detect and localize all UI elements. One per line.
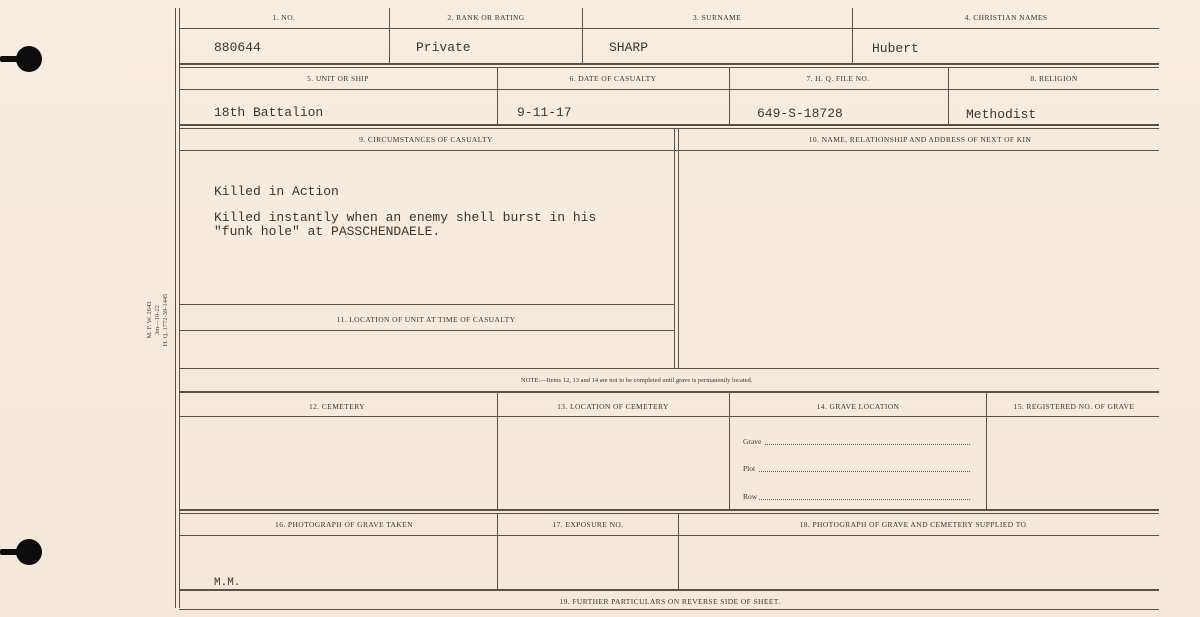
field-value-date-casualty: 9-11-17 [517, 105, 572, 120]
margin-code-line-3: H. Q. 1772-39-1445 [162, 293, 169, 347]
field-label-christian-names: 4. CHRISTIAN NAMES [964, 13, 1048, 22]
circumstances-line-2: Killed instantly when an enemy shell burst in his [214, 210, 597, 225]
field-label-grave-location: 14. GRAVE LOCATION [816, 402, 900, 411]
row-row-label: Row [743, 492, 758, 501]
field-value-rank: Private [416, 40, 471, 55]
rule [179, 124, 1159, 126]
field-label-registered-no: 15. REGISTERED NO. OF GRAVE [1013, 402, 1135, 411]
divider [948, 67, 949, 124]
field-label-surname: 3. SURNAME [692, 13, 742, 22]
rule [179, 589, 1159, 591]
row-dotted-line [759, 499, 970, 500]
divider [582, 8, 583, 63]
field-label-photo-supplied: 18. PHOTOGRAPH OF GRAVE AND CEMETERY SUPPLIED TO [799, 520, 1027, 529]
margin-code-line-2: 3m—10-22 [154, 305, 161, 335]
rule [179, 391, 1159, 393]
field-label-hq-file: 7. H. Q. FILE NO. [806, 74, 870, 83]
note-text: NOTE:—Items 12, 13 and 14 are not to be completed until grave is permanently located. [521, 377, 753, 384]
field-value-hq-file: 649-S-18728 [757, 106, 843, 121]
rule [179, 150, 1159, 151]
rule [179, 304, 674, 305]
field-label-location-unit: 11. LOCATION OF UNIT AT TIME OF CASUALTY [336, 315, 516, 324]
circumstances-line-1: Killed in Action [214, 184, 339, 199]
field-label-cemetery: 12. CEMETERY [308, 402, 366, 411]
field-label-next-of-kin: 10. NAME, RELATIONSHIP AND ADDRESS OF NEXT OF KIN [808, 135, 1032, 144]
rule [179, 609, 1159, 610]
field-label-further: 19. FURTHER PARTICULARS ON REVERSE SIDE OF SHEET. [559, 597, 781, 606]
field-label-exposure: 17. EXPOSURE NO. [552, 520, 624, 529]
divider [674, 128, 675, 368]
field-label-no: 1. NO. [272, 13, 296, 22]
rule [179, 63, 1159, 65]
plot-dotted-line [759, 471, 970, 472]
binder-hole-top [16, 46, 42, 72]
divider [678, 128, 679, 368]
rule [179, 67, 1159, 68]
field-label-photo-taken: 16. PHOTOGRAPH OF GRAVE TAKEN [275, 520, 413, 529]
divider [389, 8, 390, 63]
divider [497, 67, 498, 124]
rule [179, 89, 1159, 90]
field-label-location-cemetery: 13. LOCATION OF CEMETERY [557, 402, 669, 411]
divider [729, 393, 730, 509]
rule [179, 535, 1159, 536]
field-value-photo-taken: M.M. [214, 577, 241, 589]
margin-print-code [146, 294, 170, 347]
divider [497, 393, 498, 509]
binder-hole-bottom [16, 539, 42, 565]
frame-left-line-inner [179, 8, 180, 608]
divider [729, 67, 730, 124]
rule [179, 368, 1159, 369]
field-label-date-casualty: 6. DATE OF CASUALTY [569, 74, 657, 83]
frame-left-line-outer [175, 8, 176, 608]
field-value-unit: 18th Battalion [214, 105, 324, 120]
plot-row-label: Plot [743, 464, 756, 473]
rule [179, 128, 1159, 129]
rule [179, 513, 1159, 514]
divider [852, 8, 853, 63]
field-value-christian-names: Hubert [872, 41, 919, 56]
circumstances-line-3: "funk hole" at PASSCHENDAELE. [214, 224, 441, 239]
grave-dotted-line [765, 444, 970, 445]
rule [179, 28, 1159, 29]
field-value-surname: SHARP [609, 40, 649, 55]
margin-code-line-1: M. F. W. 2643 [146, 301, 153, 339]
grave-row-label: Grave [743, 437, 762, 446]
rule [179, 509, 1159, 511]
rule [179, 416, 1159, 417]
rule [179, 330, 674, 331]
field-label-religion: 8. RELIGION [1030, 74, 1078, 83]
field-value-religion: Methodist [966, 107, 1037, 122]
divider [678, 513, 679, 589]
field-label-rank: 2. RANK OR RATING [447, 13, 525, 22]
field-label-unit: 5. UNIT OR SHIP [307, 74, 369, 83]
field-label-circumstances: 9. CIRCUMSTANCES OF CASUALTY [359, 135, 493, 144]
field-value-no: 880644 [214, 40, 261, 55]
divider [497, 513, 498, 589]
divider [986, 393, 987, 509]
